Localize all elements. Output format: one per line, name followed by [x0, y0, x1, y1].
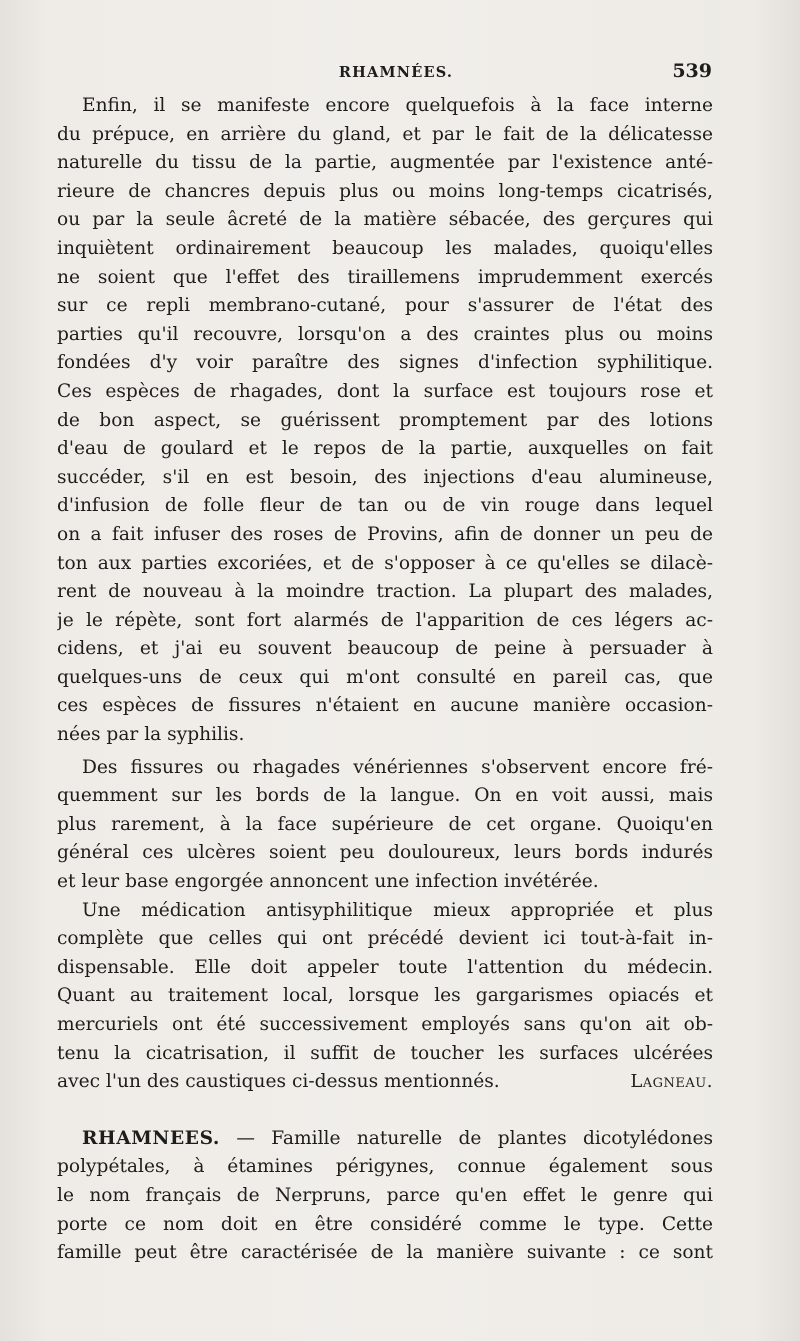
text-line: dispensable. Elle doit appeler toute l'attention du médecin.	[57, 956, 713, 978]
text-line: de bon aspect, se guérissent promptement par des lotions	[57, 409, 713, 431]
text-line: je le répète, sont fort alarmés de l'apparition de ces légers ac-	[57, 609, 713, 631]
text-line: ne soient que l'effet des tiraillemens imprudemment exercés	[57, 266, 713, 288]
text-line: et leur base engorgée annoncent une infection invétérée.	[57, 871, 599, 893]
entry-first-line	[57, 1125, 713, 1154]
text-line: quelques-uns de ceux qui m'ont consulté en pareil cas, que	[57, 666, 713, 688]
text-line: plus rarement, à la face supérieure de cet organe. Quoiqu'en	[57, 813, 713, 835]
text-line: d'infusion de folle fleur de tan ou de vin rouge dans lequel	[57, 495, 713, 517]
text-line: d'eau de goulard et le repos de la partie, auxquelles on fait	[57, 438, 713, 460]
text-line: quemment sur les bords de la langue. On en voit aussi, mais	[57, 785, 713, 807]
text-line: ces espèces de fissures n'étaient en aucune manière occasion-	[57, 695, 713, 717]
text-line: nées par la syphilis.	[57, 724, 245, 746]
entry-first-line-rest: — Famille naturelle de plantes dicotylédones	[220, 1127, 713, 1149]
running-title: RHAMNÉES.	[338, 64, 454, 81]
paragraph-medication	[57, 897, 713, 1097]
text-line: parties qu'il recouvre, lorsqu'on a des craintes plus ou moins	[57, 323, 713, 345]
paragraph-enfin	[57, 92, 713, 750]
text-line: fondées d'y voir paraître des signes d'infection syphilitique.	[57, 352, 713, 374]
text-line: Une médication antisyphilitique mieux appropriée et plus	[82, 899, 713, 921]
text-line: porte ce nom doit en être considéré comme le type. Cette	[57, 1213, 713, 1235]
text-line: cidens, et j'ai eu souvent beaucoup de peine à persuader à	[57, 638, 713, 660]
author-signature: Lagneau.	[630, 1071, 713, 1093]
text-line-signed	[57, 1068, 713, 1097]
text-line: polypétales, à étamines périgynes, connue également sous	[57, 1156, 713, 1178]
text-column	[57, 92, 713, 1268]
text-line: Ces espèces de rhagades, dont la surface est toujours rose et	[57, 380, 713, 402]
text-line: sur ce repli membrano-cutané, pour s'assurer de l'état des	[57, 295, 713, 317]
running-header	[80, 60, 712, 86]
text-line: rent de nouveau à la moindre traction. La plupart des malades,	[57, 581, 713, 603]
text-line: famille peut être caractérisée de la manière suivante : ce sont	[57, 1242, 713, 1264]
text-line: ou par la seule âcreté de la matière sébacée, des gerçures qui	[57, 209, 713, 231]
paragraph-fissures	[57, 754, 713, 897]
text-line: Quant au traitement local, lorsque les gargarismes opiacés et	[57, 985, 713, 1007]
text-line-content: avec l'un des caustiques ci-dessus mentionnés.	[57, 1071, 500, 1093]
text-line: mercuriels ont été successivement employés sans qu'on ait ob-	[57, 1014, 713, 1035]
text-line: du prépuce, en arrière du gland, et par le fait de la délicatesse	[57, 123, 713, 145]
page-number: 539	[672, 60, 712, 82]
entry-rhamnees	[57, 1125, 713, 1268]
entry-headword: RHAMNEES.	[82, 1127, 221, 1149]
text-line: naturelle du tissu de la partie, augmentée par l'existence anté-	[57, 152, 713, 174]
text-line: complète que celles qui ont précédé devient ici tout-à-fait in-	[57, 928, 713, 950]
text-line: ton aux parties excoriées, et de s'opposer à ce qu'elles se dilacè-	[57, 552, 713, 574]
text-line: Enfin, il se manifeste encore quelquefois à la face interne	[82, 95, 713, 116]
text-line: on a fait infuser des roses de Provins, afin de donner un peu de	[57, 523, 713, 545]
text-line: tenu la cicatrisation, il suffit de toucher les surfaces ulcérées	[57, 1042, 713, 1064]
text-line: inquiètent ordinairement beaucoup les malades, quoiqu'elles	[57, 237, 713, 259]
text-line: Des fissures ou rhagades vénériennes s'observent encore fré-	[82, 756, 713, 778]
text-line: succéder, s'il en est besoin, des injections d'eau alumineuse,	[57, 466, 713, 488]
text-line: rieure de chancres depuis plus ou moins long-temps cicatrisés,	[57, 180, 713, 202]
text-line: général ces ulcères soient peu douloureux, leurs bords indurés	[57, 842, 713, 864]
text-line: le nom français de Nerpruns, parce qu'en effet le genre qui	[57, 1184, 713, 1206]
entry-gap	[57, 1097, 713, 1125]
